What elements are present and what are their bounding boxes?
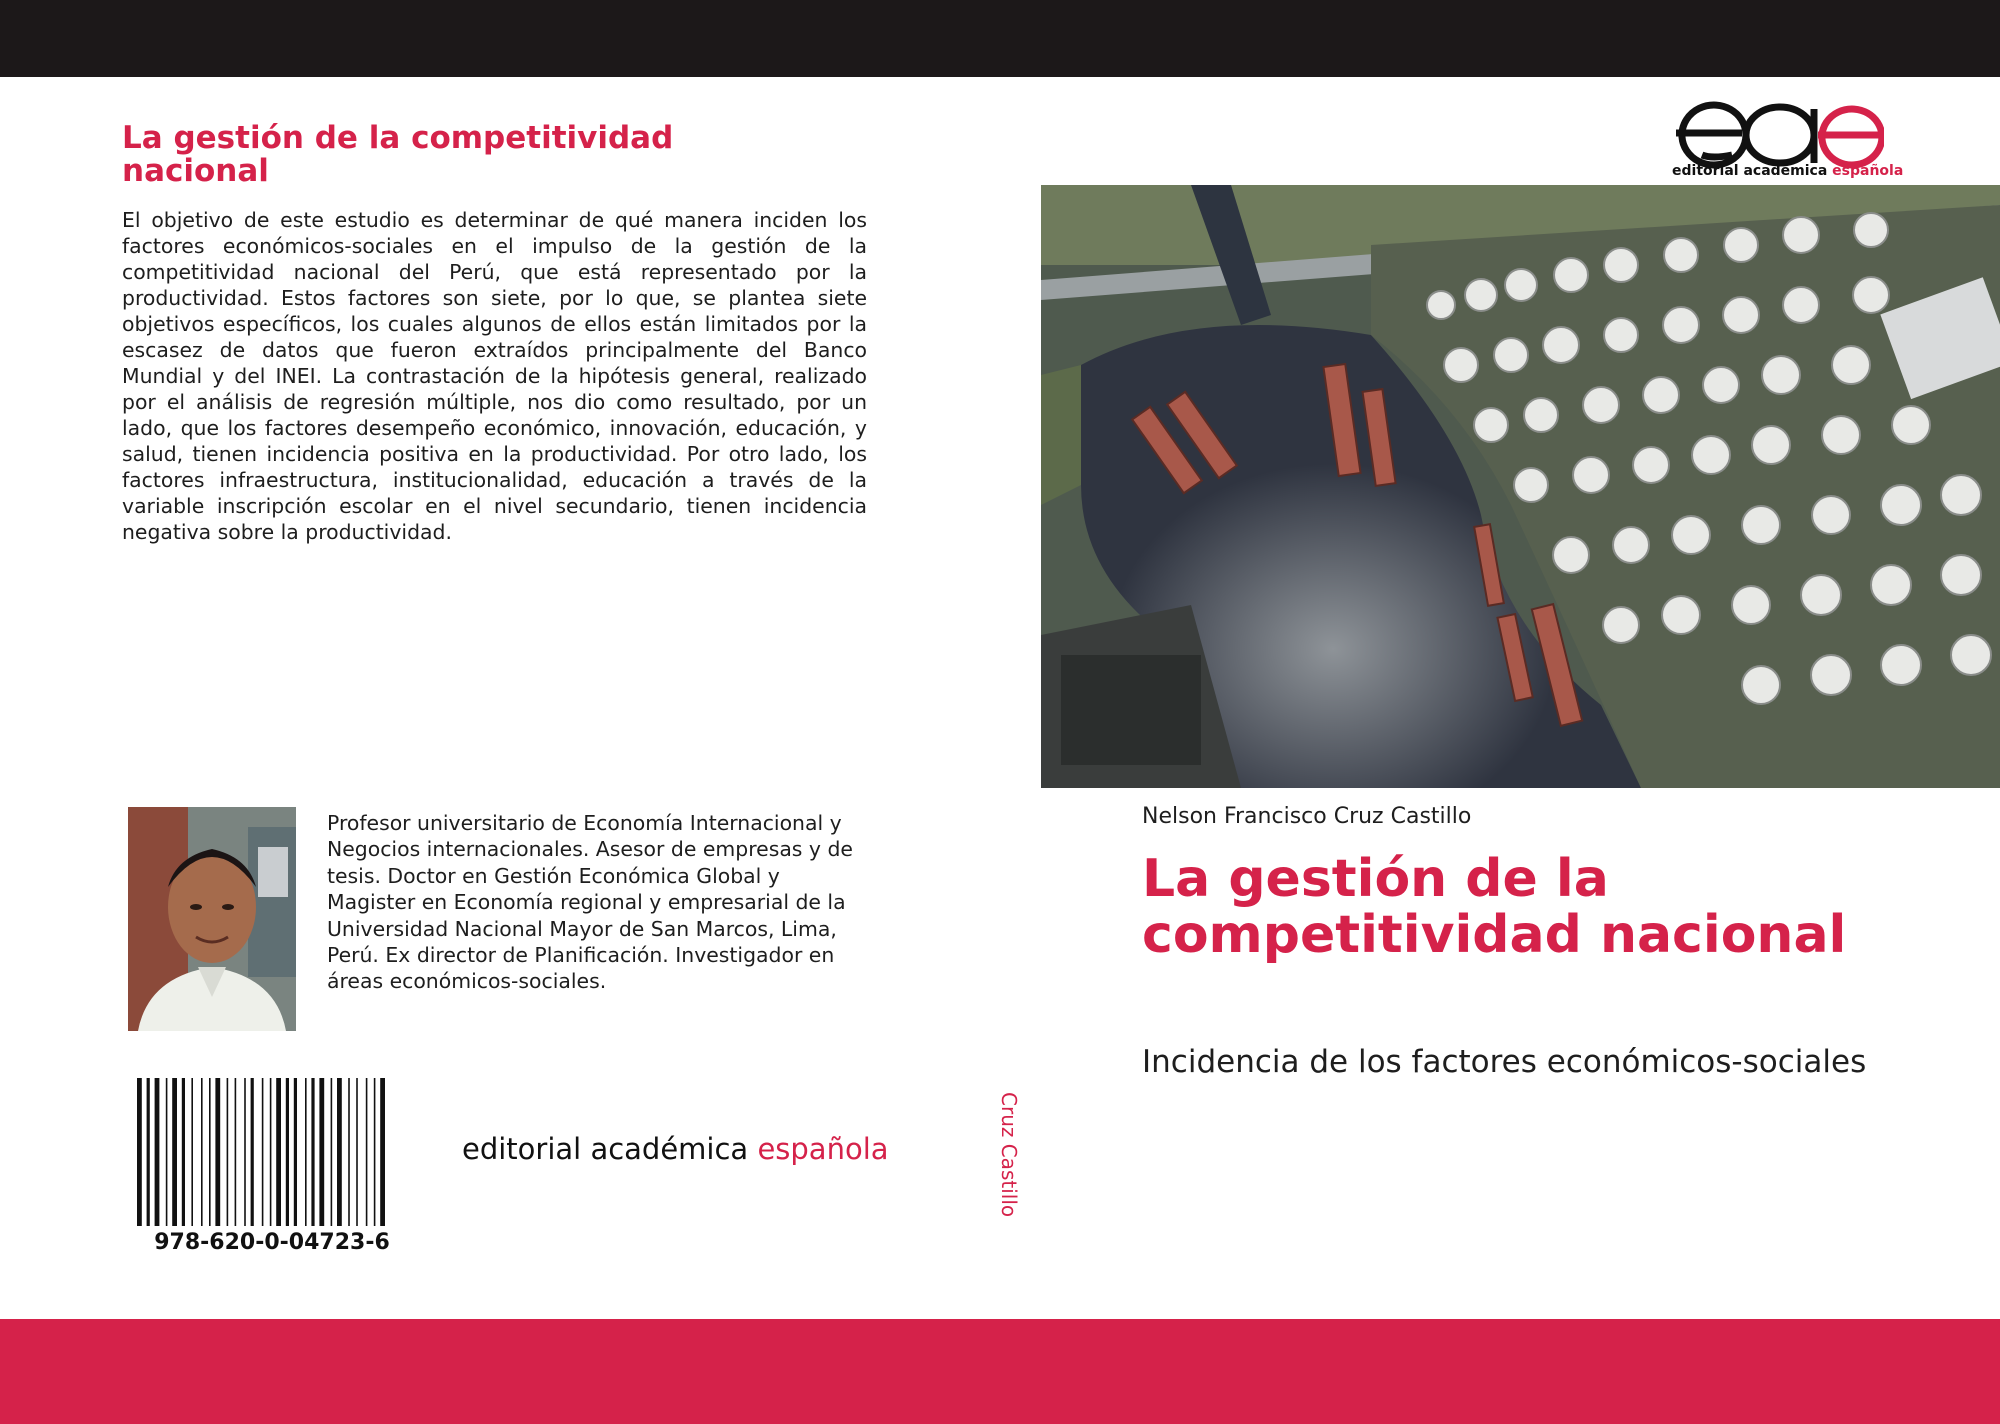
barcode-bar <box>147 1078 150 1226</box>
front-title: La gestión de la competitividad nacional <box>1142 849 1847 965</box>
barcode-bar <box>235 1078 237 1226</box>
barcode-bar <box>182 1078 185 1226</box>
barcode-bar <box>137 1078 142 1226</box>
barcode-bar <box>276 1078 281 1226</box>
cover-aerial-photo <box>1041 185 2000 788</box>
back-cover-blurb: El objetivo de este estudio es determinar de qué manera inciden los factores económicos-sociales en el impulso de la gestión de la competitividad nacional del Perú, que está representado por la productividad. Estos factores son siete, por lo que, se plantea siete objetivos específicos, los cuales algunos de ellos están limitados por la escasez de datos que fueron extraídos principalmente del Banco Mundial y del INEI. La contrastación de la hipótesis general, realizado por el análisis de regresión múltiple, nos dio como resultado, por un lado, que los factores desempeño económico, innovación, educación, y salud, tienen incidencia positiva en la productividad. Por otro lado, los factores infraestructura, institucionalidad, educación a través de la variable inscripción escolar en el nivel secundario, tienen incidencia negativa sobre la productividad. <box>122 208 867 544</box>
logo-text <box>1672 163 1904 179</box>
author-bio: Profesor universitario de Economía Internacional y Negocios internacionales. Asesor de empresas y de tesis. Doctor en Gestión Económica Global y Magister en Economía regional y empresarial de la Universidad Nacional Mayor de San Marcos, Lima, Perú. Ex director de Planificación. Investigador en áreas económicos-sociales. <box>327 811 853 994</box>
barcode-bar <box>319 1078 324 1226</box>
barcode-bar <box>227 1078 229 1226</box>
bottom-band <box>0 1319 2000 1424</box>
barcode-bar <box>191 1078 193 1226</box>
barcode-bar <box>356 1078 358 1226</box>
barcode-bar <box>244 1078 246 1226</box>
barcode-bar <box>366 1078 368 1226</box>
barcode-bar <box>209 1078 211 1226</box>
spine-author: Cruz Castillo <box>997 1092 1021 1218</box>
isbn-number: 978-620-0-04723-6 <box>154 1230 390 1255</box>
barcode-bar <box>286 1078 289 1226</box>
barcode-bar <box>251 1078 254 1226</box>
barcode-bar <box>201 1078 203 1226</box>
barcode-bar <box>380 1078 385 1226</box>
barcode-bar <box>337 1078 342 1226</box>
barcode-bar <box>374 1078 376 1226</box>
barcode <box>137 1078 407 1226</box>
barcode-bar <box>305 1078 307 1226</box>
author-photo <box>128 807 296 1031</box>
logo-text-part1: editorial académica <box>1672 163 1828 179</box>
back-publisher-part2: española <box>757 1132 889 1166</box>
barcode-bar <box>294 1078 297 1226</box>
barcode-bar <box>166 1078 168 1226</box>
barcode-bar <box>172 1078 177 1226</box>
logo-text-part2: española <box>1832 163 1904 179</box>
author-portrait-image <box>128 807 296 1031</box>
barcode-bar <box>348 1078 350 1226</box>
back-publisher-name <box>462 1132 889 1166</box>
barcode-bar <box>262 1078 264 1226</box>
port-aerial-image <box>1041 185 2000 788</box>
front-author: Nelson Francisco Cruz Castillo <box>1142 804 1472 829</box>
barcode-bar <box>311 1078 314 1226</box>
top-band <box>0 0 2000 77</box>
barcode-bar <box>215 1078 220 1226</box>
barcode-bar <box>155 1078 160 1226</box>
back-cover-title: La gestión de la competitividad nacional <box>122 120 674 189</box>
barcode-bar <box>331 1078 333 1226</box>
barcode-bar <box>270 1078 272 1226</box>
front-subtitle: Incidencia de los factores económicos-sociales <box>1142 1044 1867 1080</box>
back-publisher-part1: editorial académica <box>462 1132 749 1166</box>
